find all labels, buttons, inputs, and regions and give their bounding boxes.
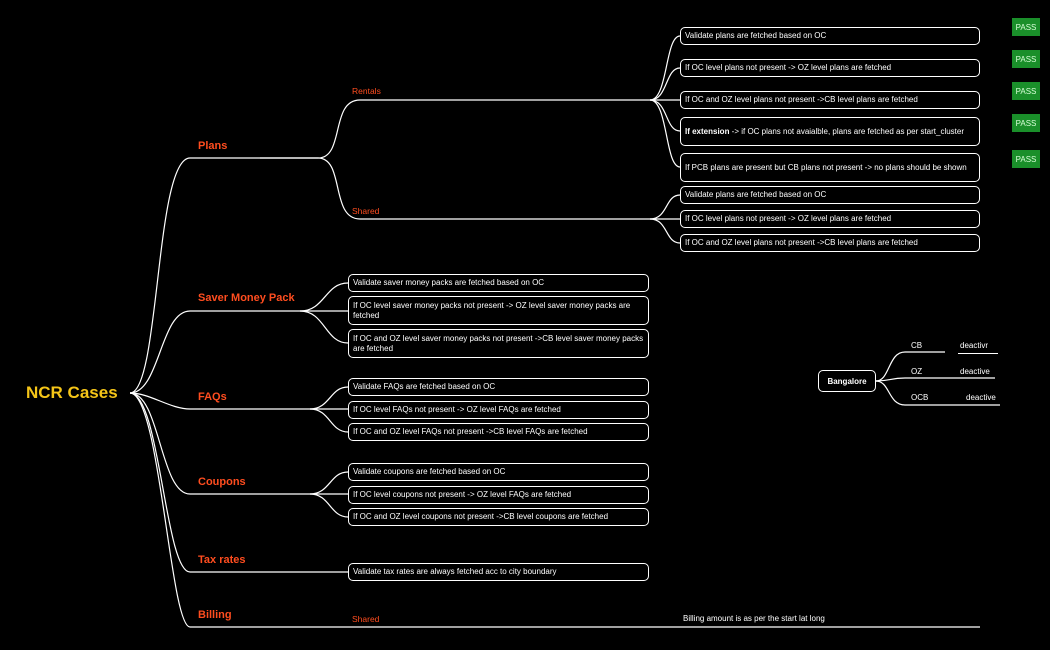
billing-note: Billing amount is as per the start lat long (683, 614, 825, 623)
branch-saver-money-pack: Saver Money Pack (198, 292, 295, 304)
bangalore-value-oz: deactive (960, 367, 990, 376)
bangalore-value-cb: deactivr (960, 341, 989, 350)
faqs-case-3: If OC and OZ level FAQs not present ->CB level FAQs are fetched (348, 423, 649, 441)
rentals-case-5: If PCB plans are present but CB plans not present -> no plans should be shown (680, 153, 980, 182)
rentals-case-2: If OC level plans not present -> OZ level plans are fetched (680, 59, 980, 77)
bangalore-key-cb: CB (911, 341, 923, 350)
root-node: NCR Cases (26, 383, 118, 402)
bangalore-value-ocb: deactive (966, 393, 996, 402)
sub-billing-shared: Shared (352, 614, 380, 624)
faqs-case-1: Validate FAQs are fetched based on OC (348, 378, 649, 396)
tax-case-1: Validate tax rates are always fetched acc to city boundary (348, 563, 649, 581)
saver-case-1: Validate saver money packs are fetched based on OC (348, 274, 649, 292)
branch-tax-rates: Tax rates (198, 554, 246, 566)
pass-badge: PASS (1012, 18, 1040, 36)
pass-badge: PASS (1012, 114, 1040, 132)
saver-case-3: If OC and OZ level saver money packs not present ->CB level saver money packs are fetched (348, 329, 649, 358)
branch-plans: Plans (198, 140, 228, 152)
shared-case-1: Validate plans are fetched based on OC (680, 186, 980, 204)
branch-coupons: Coupons (198, 476, 246, 488)
bangalore-key-oz: OZ (911, 367, 923, 376)
bangalore-node: Bangalore (818, 370, 876, 392)
branch-billing: Billing (198, 609, 232, 621)
pass-badge: PASS (1012, 50, 1040, 68)
rentals-case-3: If OC and OZ level plans not present ->CB level plans are fetched (680, 91, 980, 109)
saver-case-2: If OC level saver money packs not present -> OZ level saver money packs are fetched (348, 296, 649, 325)
bangalore-key-ocb: OCB (911, 393, 929, 402)
sub-shared: Shared (352, 206, 380, 216)
coupons-case-2: If OC level coupons not present -> OZ level FAQs are fetched (348, 486, 649, 504)
shared-case-2: If OC level plans not present -> OZ level plans are fetched (680, 210, 980, 228)
pass-badge: PASS (1012, 150, 1040, 168)
rentals-case-4: If extension -> if OC plans not avaialble, plans are fetched as per start_cluster (680, 117, 980, 146)
sub-rentals: Rentals (352, 86, 381, 96)
shared-case-3: If OC and OZ level plans not present ->CB level plans are fetched (680, 234, 980, 252)
faqs-case-2: If OC level FAQs not present -> OZ level FAQs are fetched (348, 401, 649, 419)
coupons-case-1: Validate coupons are fetched based on OC (348, 463, 649, 481)
pass-badge: PASS (1012, 82, 1040, 100)
coupons-case-3: If OC and OZ level coupons not present ->CB level coupons are fetched (348, 508, 649, 526)
rentals-case-1: Validate plans are fetched based on OC (680, 27, 980, 45)
branch-faqs: FAQs (198, 391, 227, 403)
